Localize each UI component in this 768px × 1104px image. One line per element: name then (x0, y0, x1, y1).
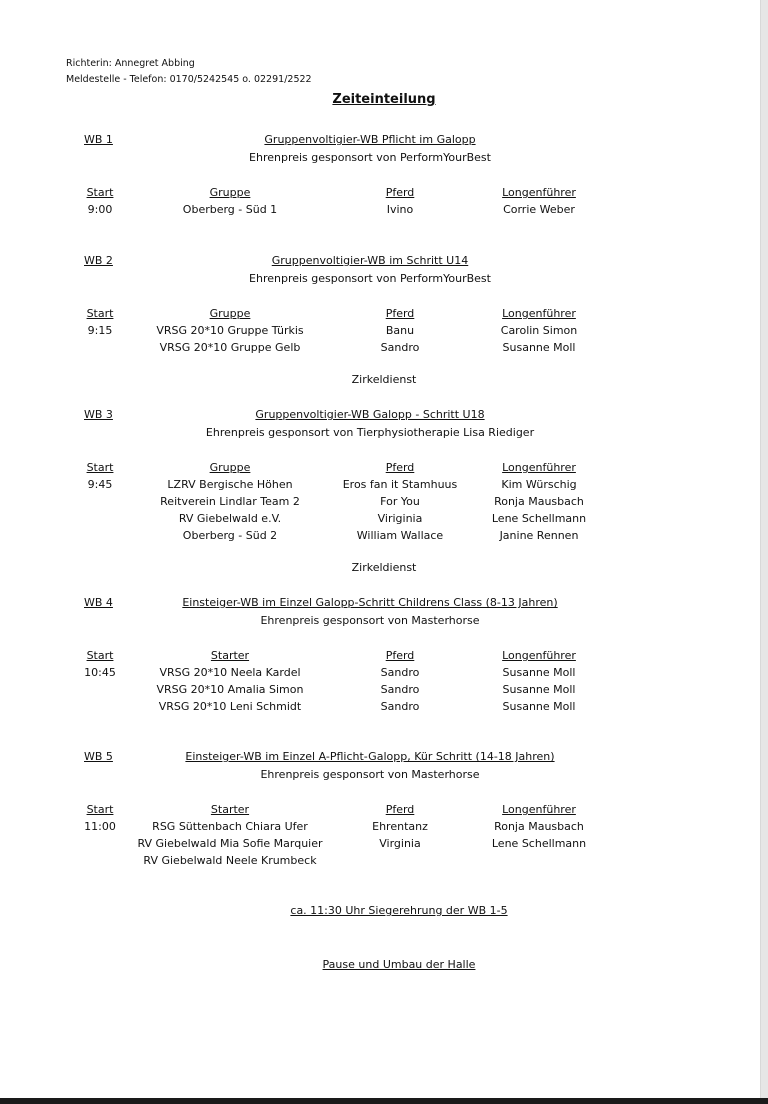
column-horse: Pferd (385, 803, 415, 816)
judge-line: Richterin: Annegret Abbing (66, 58, 195, 69)
column-start: Start (86, 186, 114, 199)
group-name: LZRV Bergische Höhen (167, 478, 293, 491)
wb-2-column-headers (0, 307, 768, 324)
lead-name: Lene Schellmann (491, 512, 587, 525)
wb-5-title: Einsteiger-WB im Einzel A-Pflicht-Galopp, Kür Schritt (14-18 Jahren) (185, 750, 555, 763)
start-time: 11:00 (84, 820, 116, 833)
wb-3-label: WB 3 (84, 408, 113, 421)
table-row (0, 478, 768, 495)
group-name: VRSG 20*10 Gruppe Gelb (159, 341, 301, 354)
column-starter: Starter (210, 803, 250, 816)
horse-name: Sandro (380, 341, 420, 354)
lead-name: Janine Rennen (499, 529, 579, 542)
starter-name: RSG Süttenbach Chiara Ufer (152, 820, 308, 833)
column-group: Gruppe (209, 186, 251, 199)
lead-name: Carolin Simon (500, 324, 578, 337)
circle-service-note: Zirkeldienst (351, 373, 417, 386)
column-lead: Longenführer (502, 461, 576, 474)
column-lead: Longenführer (502, 649, 576, 662)
start-time: 9:00 (87, 203, 113, 216)
column-starter: Starter (210, 649, 250, 662)
wb-2-title: Gruppenvoltigier-WB im Schritt U14 (271, 254, 469, 267)
lead-name: Lene Schellmann (491, 837, 587, 850)
starter-name: RV Giebelwald Neele Krumbeck (143, 854, 317, 867)
column-horse: Pferd (385, 649, 415, 662)
horse-name: Ehrentanz (372, 820, 428, 833)
wb-4-sponsor: Ehrenpreis gesponsort von Masterhorse (260, 614, 480, 627)
table-row (0, 341, 768, 358)
start-time: 9:45 (87, 478, 113, 491)
wb-4-column-headers (0, 649, 768, 666)
horse-name: Banu (385, 324, 415, 337)
column-lead: Longenführer (502, 186, 576, 199)
table-row (0, 203, 768, 220)
wb-2-label: WB 2 (84, 254, 113, 267)
wb-1-sponsor: Ehrenpreis gesponsort von PerformYourBest (249, 151, 491, 164)
lead-name: Ronja Mausbach (494, 820, 584, 833)
wb-1-title: Gruppenvoltigier-WB Pflicht im Galopp (264, 133, 476, 146)
lead-name: Susanne Moll (502, 700, 576, 713)
horse-name: Viriginia (377, 512, 423, 525)
wb-5-sponsor: Ehrenpreis gesponsort von Masterhorse (260, 768, 480, 781)
table-row (0, 700, 768, 717)
group-name: VRSG 20*10 Gruppe Türkis (156, 324, 304, 337)
lead-name: Susanne Moll (502, 341, 576, 354)
starter-name: RV Giebelwald Mia Sofie Marquier (137, 837, 323, 850)
group-name: Oberberg - Süd 2 (182, 529, 278, 542)
group-name: RV Giebelwald e.V. (178, 512, 282, 525)
wb-1-label: WB 1 (84, 133, 113, 146)
wb-1-column-headers (0, 186, 768, 203)
start-time: 9:15 (87, 324, 113, 337)
column-horse: Pferd (385, 461, 415, 474)
header (66, 56, 312, 88)
wb-3-column-headers (0, 461, 768, 478)
start-time: 10:45 (84, 666, 116, 679)
column-horse: Pferd (385, 307, 415, 320)
horse-name: Ivino (386, 203, 414, 216)
wb-2-sponsor: Ehrenpreis gesponsort von PerformYourBest (249, 272, 491, 285)
lead-name: Susanne Moll (502, 683, 576, 696)
column-start: Start (86, 307, 114, 320)
circle-service-note: Zirkeldienst (351, 561, 417, 574)
registration-line: Meldestelle - Telefon: 0170/5242545 o. 02291/2522 (66, 74, 312, 85)
lead-name: Kim Würschig (501, 478, 577, 491)
table-row (0, 854, 768, 871)
break-note: Pause und Umbau der Halle (322, 958, 476, 971)
column-lead: Longenführer (502, 307, 576, 320)
award-ceremony-note: ca. 11:30 Uhr Siegerehrung der WB 1-5 (290, 904, 508, 917)
wb-4-title: Einsteiger-WB im Einzel Galopp-Schritt Childrens Class (8-13 Jahren) (182, 596, 558, 609)
column-lead: Longenführer (502, 803, 576, 816)
wb-4-label: WB 4 (84, 596, 113, 609)
lead-name: Corrie Weber (503, 203, 575, 216)
column-group: Gruppe (209, 307, 251, 320)
wb-3-title: Gruppenvoltigier-WB Galopp - Schritt U18 (255, 408, 485, 421)
horse-name: William Wallace (356, 529, 444, 542)
table-row (0, 495, 768, 512)
group-name: Oberberg - Süd 1 (182, 203, 278, 216)
lead-name: Ronja Mausbach (494, 495, 584, 508)
wb-3-sponsor: Ehrenpreis gesponsort von Tierphysiotherapie Lisa Riediger (205, 426, 535, 439)
table-row (0, 666, 768, 683)
column-group: Gruppe (209, 461, 251, 474)
starter-name: VRSG 20*10 Amalia Simon (156, 683, 304, 696)
table-row (0, 324, 768, 341)
wb-5-column-headers (0, 803, 768, 820)
horse-name: Virginia (379, 837, 421, 850)
column-horse: Pferd (385, 186, 415, 199)
table-row (0, 837, 768, 854)
table-row (0, 529, 768, 546)
group-name: Reitverein Lindlar Team 2 (160, 495, 300, 508)
horse-name: Sandro (380, 700, 420, 713)
wb-5-label: WB 5 (84, 750, 113, 763)
table-row (0, 683, 768, 700)
table-row (0, 512, 768, 529)
column-start: Start (86, 461, 114, 474)
bottom-edge (0, 1098, 768, 1104)
column-start: Start (86, 649, 114, 662)
starter-name: VRSG 20*10 Leni Schmidt (158, 700, 302, 713)
page-title: Zeiteinteilung (332, 92, 436, 107)
horse-name: Sandro (380, 666, 420, 679)
lead-name: Susanne Moll (502, 666, 576, 679)
horse-name: Sandro (380, 683, 420, 696)
horse-name: Eros fan it Stamhuus (342, 478, 458, 491)
column-start: Start (86, 803, 114, 816)
starter-name: VRSG 20*10 Neela Kardel (159, 666, 301, 679)
table-row (0, 820, 768, 837)
horse-name: For You (380, 495, 420, 508)
